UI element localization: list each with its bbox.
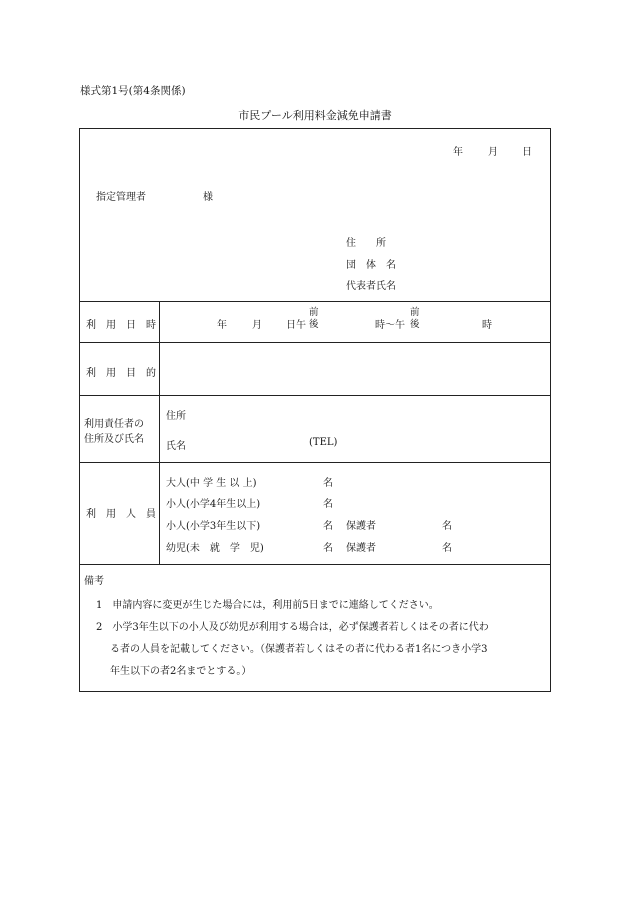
user-category-adult: 大人(中 学 生 以 上) [166, 478, 257, 489]
addressee-label: 指定管理者 [96, 192, 146, 203]
usage-day-am-pm: 日午 [286, 320, 306, 331]
user-unit: 名 [323, 543, 333, 554]
addressee-honorific: 様 [203, 192, 213, 203]
row-divider [79, 564, 551, 565]
usage-datetime-label: 利 用 日 時 [86, 320, 156, 331]
date-year: 年 [453, 147, 463, 158]
form-number: 様式第1号(第4条関係) [80, 85, 186, 97]
user-category-preschool: 幼児(未 就 学 児) [166, 543, 264, 554]
user-unit: 名 [323, 478, 333, 489]
am-option: 前 [410, 307, 420, 318]
usage-year: 年 [217, 320, 227, 331]
date-day: 日 [522, 147, 532, 158]
user-category-child-lower: 小人(小学3年生以下) [166, 521, 261, 532]
responsible-tel-label: (TEL) [309, 437, 338, 448]
date-month: 月 [488, 147, 498, 158]
row-divider [79, 301, 551, 302]
row-divider [79, 342, 551, 343]
guardian-unit: 名 [442, 543, 452, 554]
user-category-child-upper: 小人(小学4年生以上) [166, 499, 261, 510]
applicant-address-label: 住 所 [346, 238, 386, 249]
responsible-label-line1: 利用責任者の [84, 419, 144, 430]
remark-item-2-line3: 年生以下の者2名までとする。） [110, 666, 252, 677]
usage-hour-end: 時 [482, 320, 492, 331]
guardian-label: 保護者 [346, 543, 376, 554]
label-column-divider [159, 301, 160, 564]
guardian-label: 保護者 [346, 521, 376, 532]
guardian-unit: 名 [442, 521, 452, 532]
pm-option: 後 [309, 319, 319, 330]
am-option: 前 [309, 307, 319, 318]
remark-item-2-line1: 2 小学3年生以下の小人及び幼児が利用する場合は，必ず保護者若しくはその者に代わ [96, 622, 489, 633]
user-unit: 名 [323, 521, 333, 532]
pm-option: 後 [410, 319, 420, 330]
row-divider [79, 462, 551, 463]
remark-item-2-line2: る者の人員を記載してください。（保護者若しくはその者に代わる者1名につき小学3 [110, 644, 488, 655]
responsible-name-label: 氏名 [166, 441, 186, 452]
usage-am-pm-selector-end [410, 307, 420, 331]
document-title: 市民プール利用料金減免申請書 [238, 109, 392, 122]
remark-item-1: 1 申請内容に変更が生じた場合には，利用前5日までに連絡してください。 [96, 600, 439, 611]
usage-hour-to: 時～午 [375, 320, 405, 331]
users-label: 利 用 人 員 [86, 509, 156, 520]
user-unit: 名 [323, 499, 333, 510]
usage-am-pm-selector [309, 307, 319, 331]
responsible-address-label: 住所 [166, 411, 186, 422]
usage-month: 月 [252, 320, 262, 331]
applicant-group-label: 団 体 名 [346, 260, 396, 271]
usage-purpose-label: 利 用 目 的 [86, 368, 156, 379]
remarks-title: 備考 [84, 576, 104, 587]
row-divider [79, 395, 551, 396]
applicant-representative-label: 代表者氏名 [346, 281, 396, 292]
responsible-label-line2: 住所及び氏名 [84, 434, 144, 445]
